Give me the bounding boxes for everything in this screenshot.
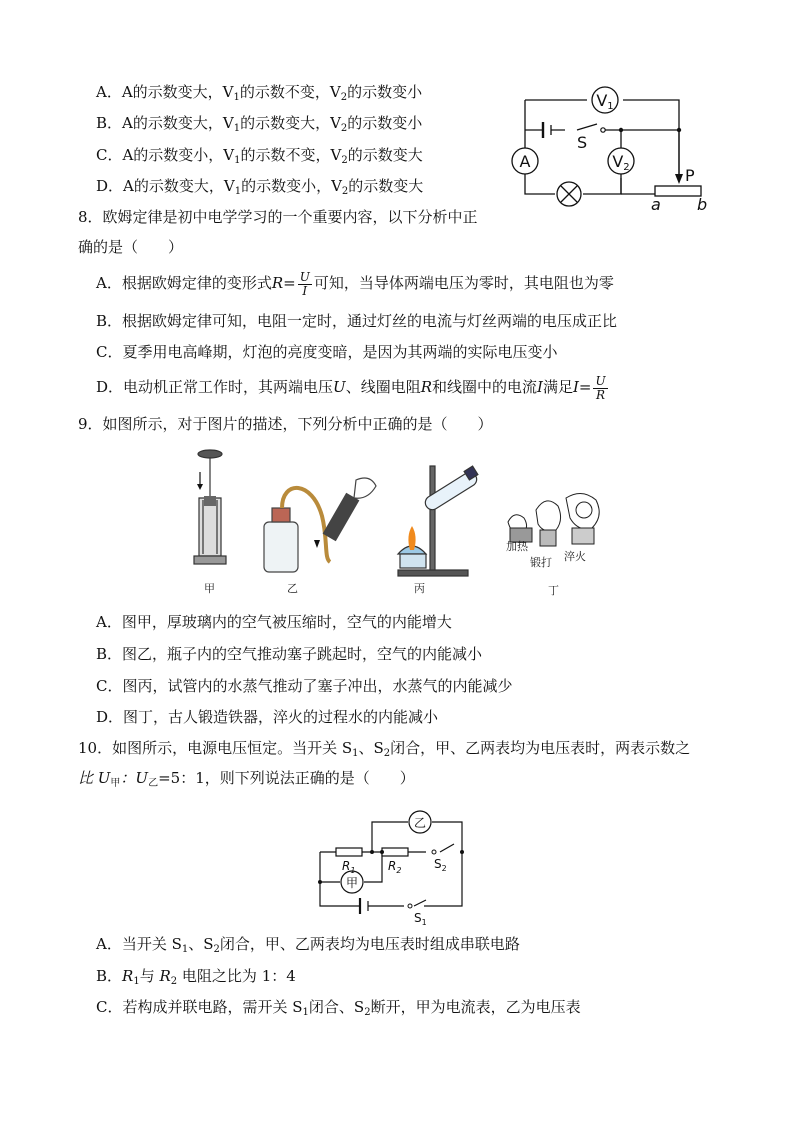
q8-stem-line1: 8．欧姆定律是初中电学学习的一个重要内容，以下分析中正 bbox=[78, 208, 478, 226]
q7-option-b: B．A的示数变大，$V_1$的示数变大，$V_2$的示数变小 bbox=[96, 114, 423, 134]
sw2-label: $S_2$ bbox=[434, 857, 447, 873]
q7-option-d: D．A的示数变大，$V_1$的示数变小，$V_2$的示数变大 bbox=[96, 177, 424, 197]
q7-circuit-diagram bbox=[505, 82, 725, 214]
q9-option-a: A．图甲，厚玻璃内的空气被压缩时，空气的内能增大 bbox=[96, 613, 452, 631]
v2-label: V2 bbox=[612, 152, 630, 173]
q9-figure-ding bbox=[500, 488, 610, 570]
q10-option-c: C．若构成并联电路，需开关 $S_1$闭合、$S_2$断开，甲为电流表，乙为电压表 bbox=[96, 998, 581, 1018]
q10-stem-line2: 比 $U_甲$：$U_乙=5$：1，则下列说法正确的是（ ） bbox=[78, 769, 415, 789]
q7-option-a: A．A的示数变大，$V_1$的示数不变，$V_2$的示数变小 bbox=[96, 83, 423, 103]
q9-figure-jia bbox=[190, 448, 230, 573]
q9-option-b: B．图乙，瓶子内的空气推动塞子跳起时，空气的内能减小 bbox=[96, 645, 483, 663]
meter-jia-label: 甲 bbox=[345, 876, 359, 890]
caption-heat: 加热 bbox=[506, 540, 528, 553]
q10-option-a: A．当开关 $S_1$、$S_2$闭合，甲、乙两表均为电压表时组成串联电路 bbox=[96, 935, 520, 955]
caption-yi: 乙 bbox=[287, 582, 298, 595]
switch-label: S bbox=[577, 133, 588, 152]
q9-figure-yi bbox=[258, 470, 383, 580]
end-b-label: b bbox=[697, 195, 708, 214]
meter-yi-label: 乙 bbox=[413, 816, 427, 830]
q9-stem: 9．如图所示，对于图片的描述，下列分析中正确的是（ ） bbox=[78, 415, 493, 433]
ammeter-label: A bbox=[519, 152, 531, 171]
slider-label: P bbox=[685, 166, 695, 185]
q8-stem-line2: 确的是（ ） bbox=[78, 238, 184, 256]
q8-option-d: D．电动机正常工作时，其两端电压U、线圈电阻R和线圈中的电流I满足I= $\frac{U}{R}$ bbox=[96, 373, 606, 402]
v1-label: V1 bbox=[596, 91, 614, 112]
caption-bing: 丙 bbox=[414, 582, 425, 595]
q9-option-c: C．图丙，试管内的水蒸气推动了塞子冲出，水蒸气的内能减少 bbox=[96, 677, 513, 695]
caption-ding: 丁 bbox=[548, 584, 559, 597]
q8-option-a: A．根据欧姆定律的变形式R= $\frac{U}{I}$ 可知，当导体两端电压为零时，其电阻也为零 bbox=[96, 269, 614, 298]
q9-option-d: D．图丁，古人锻造铁器，淬火的过程水的内能减小 bbox=[96, 708, 439, 726]
q10-option-b: B．$R_1$与 $R_2$ 电阻之比为 1：4 bbox=[96, 967, 296, 987]
end-a-label: a bbox=[651, 195, 661, 214]
q10-stem-line1: 10．如图所示，电源电压恒定。当开关 $S_1$、$S_2$闭合，甲、乙两表均为电压表时，两表示数之 bbox=[78, 739, 691, 759]
q8-option-b: B．根据欧姆定律可知，电阻一定时，通过灯丝的电流与灯丝两端的电压成正比 bbox=[96, 312, 618, 330]
r1-label: $R_1$ bbox=[342, 859, 356, 875]
caption-forge: 锻打 bbox=[530, 556, 552, 569]
sw1-label: $S_1$ bbox=[414, 911, 427, 927]
q10-circuit-diagram bbox=[310, 806, 470, 927]
q9-figure-bing bbox=[392, 462, 492, 580]
q7-option-c: C．A的示数变小，$V_1$的示数不变，$V_2$的示数变大 bbox=[96, 146, 423, 166]
r2-label: $R_2$ bbox=[388, 859, 402, 875]
caption-quench: 淬火 bbox=[564, 550, 586, 563]
caption-jia: 甲 bbox=[204, 582, 215, 595]
q8-option-c: C．夏季用电高峰期，灯泡的亮度变暗，是因为其两端的实际电压变小 bbox=[96, 343, 558, 361]
